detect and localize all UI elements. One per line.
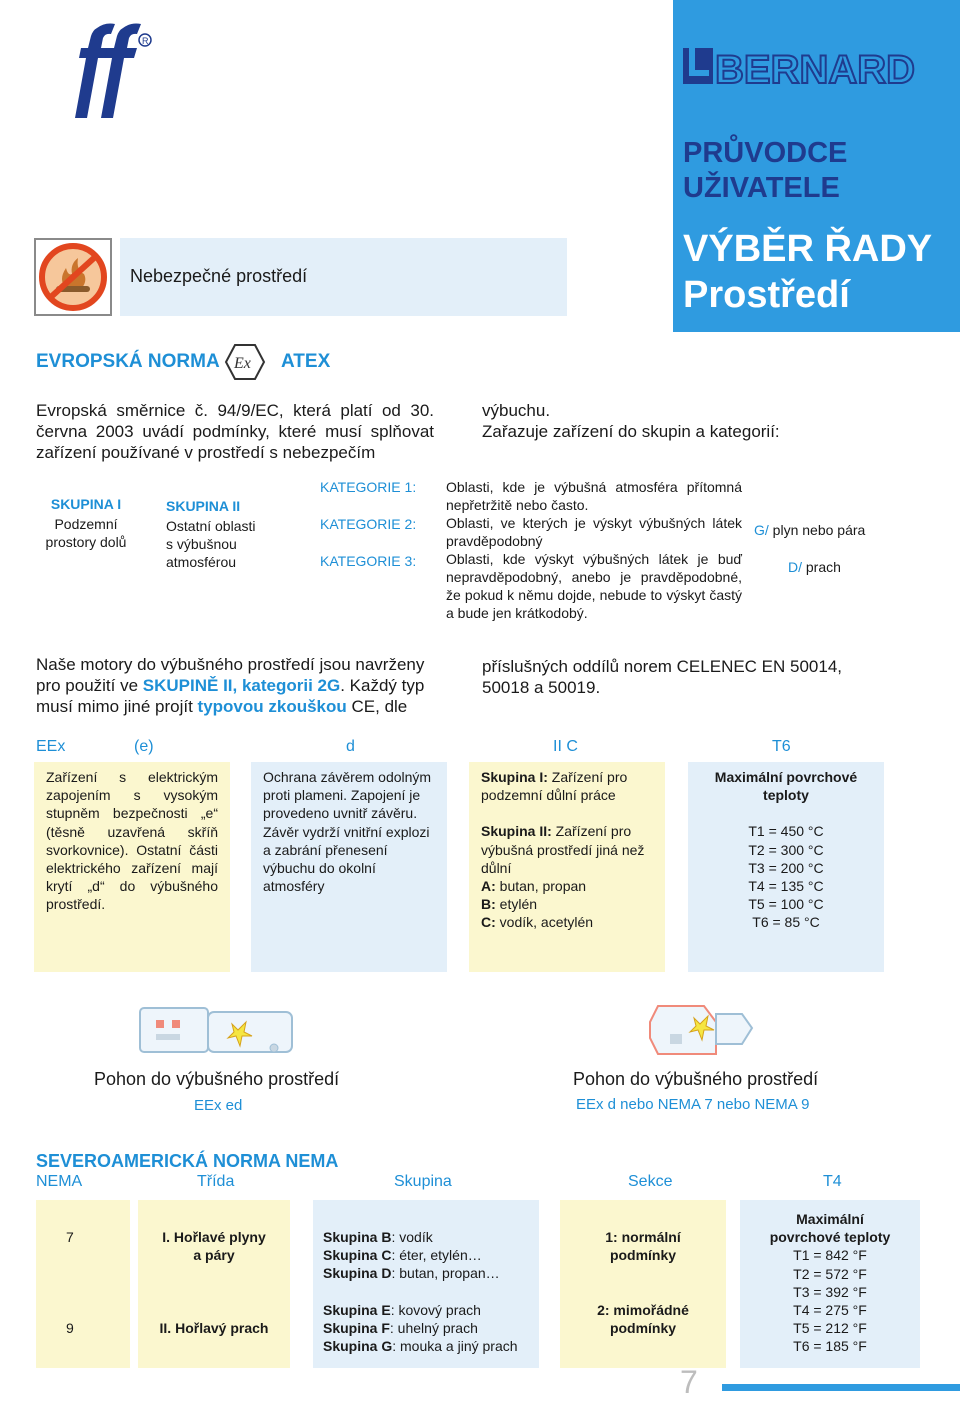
group-2-text: Ostatní oblasti (166, 518, 256, 534)
group-2-text: atmosférou (166, 554, 237, 570)
nema-header-class: Třída (197, 1173, 235, 1190)
nema-section-line: podmínky (609, 1247, 677, 1264)
section-title (683, 226, 953, 318)
nema-class-1 (138, 1228, 290, 1264)
nema-group-text: : éter, etylén… (391, 1247, 482, 1264)
nema-group-text: : vodík (391, 1229, 433, 1245)
nema-column-classes (138, 1200, 290, 1368)
figure-left-subcaption: EEx ed (194, 1097, 243, 1114)
nema-section-2 (560, 1301, 726, 1337)
guide-title-line-2: UŽIVATELE (683, 172, 840, 204)
gas-class-label: C: (481, 914, 496, 931)
enclosure-nema-illustration (646, 998, 756, 1073)
no-fire-icon (34, 238, 112, 316)
atex-label: ATEX (281, 351, 331, 372)
code-d: d (346, 738, 355, 755)
group-2 (166, 497, 276, 571)
category-1-desc: Oblasti, kde je výbušná atmosféra přítomná nepřetržitě nebo často. (446, 479, 742, 513)
group-label: Skupina II: (481, 823, 552, 840)
temp-value: T6 = 85 °C (752, 914, 820, 931)
page-number: 7 (680, 1364, 698, 1400)
info-box-temps (688, 762, 884, 972)
temps-title: teploty (763, 787, 809, 804)
nema-group-label: Skupina B (323, 1229, 392, 1245)
temps-title: Maximální povrchové (714, 769, 858, 785)
category-list (320, 478, 432, 589)
temp-value: T5 = 100 °C (748, 896, 824, 913)
nema-class-line: a páry (193, 1247, 235, 1264)
svg-text:Ex: Ex (234, 355, 251, 372)
intro-text-left: Evropská směrnice č. 94/9/EC, která platí od 30. června 2003 uvádí podmínky, které musí splňovat zařízení používané v prostředí s nebezpečím (36, 401, 434, 462)
intro-text-right (482, 400, 922, 442)
guide-title (683, 136, 943, 206)
nema-header-group: Skupina (394, 1173, 452, 1190)
temp-value: T3 = 200 °C (748, 859, 824, 876)
info-box-groups (469, 762, 665, 972)
nema-column-temps (740, 1200, 920, 1368)
code-iic: II C (553, 738, 578, 755)
group-1-title: SKUPINA I (50, 496, 122, 512)
figure-left-caption: Pohon do výbušného prostředí (94, 1069, 340, 1089)
nema-value: 7 (66, 1229, 74, 1245)
nema-group-text: : uhelný prach (389, 1319, 478, 1336)
euro-norm-title: EVROPSKÁ NORMA (36, 351, 220, 372)
nema-group-label: Skupina D (323, 1265, 392, 1282)
nema-temp-value: T1 = 842 °F (793, 1247, 867, 1264)
temp-value: T1 = 450 °C (748, 823, 824, 840)
section-title-line-1: VÝBĚR ŘADY (683, 228, 933, 270)
nema-column-values (36, 1200, 130, 1368)
motors-highlight: SKUPINĚ II, kategorii 2G (142, 676, 341, 695)
group-text: Zařízení pro výbušná prostředí jiná než důlní (481, 823, 645, 876)
nema-temp-value: T3 = 392 °F (793, 1283, 867, 1300)
group-text: Zařízení pro podzemní důlní práce (481, 769, 628, 804)
temp-value: T2 = 300 °C (748, 841, 824, 858)
nema-group-label: Skupina C (323, 1247, 392, 1264)
dust-label (788, 559, 841, 575)
group-2-title: SKUPINA II (166, 498, 241, 514)
nema-temps-title: povrchové teploty (769, 1229, 891, 1246)
category-3-desc: Oblasti, kde výskyt výbušných látek je buď nepravděpodobný, anebo je pravděpodobné, že pokud k němu dojde, nebude to výskyt častý a bude jen krátkodobý. (446, 551, 742, 621)
nema-class-2: II. Hořlavý prach (159, 1320, 269, 1336)
nema-group-label: Skupina E (323, 1301, 391, 1318)
category-2: KATEGORIE 2: (320, 516, 417, 532)
nema-header-nema: NEMA (36, 1173, 83, 1190)
nema-class-line: I. Hořlavé plyny (162, 1229, 266, 1245)
ex-hexagon-icon (224, 343, 266, 381)
nema-temps-title: Maximální (796, 1211, 864, 1227)
svg-text:BERNARD: BERNARD (715, 48, 915, 88)
info-box-e: Zařízení s elektrickým zapojením s vysokým stupněm bezpečnosti „e“ (těsně uzavřená skříň svorkovnice). Ostatní části elektrického zařízení mají krytí „d“ do výbušného prostředí. (34, 762, 230, 972)
motors-text: CE, dle (346, 697, 408, 716)
nema-value: 9 (66, 1320, 74, 1336)
nema-group-label: Skupina F (323, 1319, 390, 1336)
nema-column-groups (313, 1200, 539, 1368)
code-e: (e) (134, 738, 154, 755)
nema-section-line: 1: normální (605, 1229, 681, 1245)
motors-highlight: typovou zkouškou (197, 697, 347, 716)
nema-temp-value: T6 = 185 °F (793, 1338, 867, 1355)
nema-temp-value: T2 = 572 °F (793, 1265, 867, 1282)
nema-header-t4: T4 (823, 1173, 842, 1190)
section-title-line-2: Prostředí (683, 274, 850, 316)
group-1 (36, 495, 136, 551)
motors-text-left (36, 654, 446, 717)
nema-header-section: Sekce (628, 1173, 673, 1190)
motors-text-right: příslušných oddílů norem CELENEC EN 50014, 50018 a 50019. (482, 657, 843, 697)
code-t6: T6 (772, 738, 791, 755)
intro-right-line: výbuchu. (482, 401, 551, 420)
dust-code: D/ (788, 559, 802, 575)
temp-value: T4 = 135 °C (748, 878, 824, 895)
group-2-text: s výbušnou (166, 536, 237, 552)
page-rule (722, 1384, 960, 1391)
nema-group-text: : mouka a jiný prach (392, 1338, 518, 1355)
gas-label (754, 522, 865, 538)
bernard-logo (683, 46, 948, 88)
nema-section-line: 2: mimořádné (597, 1302, 689, 1318)
category-descriptions (446, 478, 742, 622)
gas-class-text: vodík, acetylén (495, 914, 594, 931)
category-1: KATEGORIE 1: (320, 479, 417, 495)
nema-title: SEVEROAMERICKÁ NORMA NEMA (36, 1151, 339, 1171)
info-box-d: Ochrana závěrem odolným proti plameni. Zapojení je provedeno uvnitř závěru. Závěr vydrží vnitřní explozi a zabrání přenesení výbuchu do okolní atmosféry (251, 762, 447, 972)
code-eex: EEx (36, 738, 66, 755)
category-2-desc: Oblasti, ve kterých je výskyt výbušných látek pravděpodobný (446, 515, 742, 549)
hazard-label: Nebezpečné prostředí (130, 266, 308, 286)
ff-logo (75, 18, 155, 124)
gas-text: plyn nebo pára (772, 522, 866, 538)
gas-class-label: A: (481, 878, 496, 895)
gas-class-text: etylén (495, 896, 538, 913)
nema-temp-value: T4 = 275 °F (793, 1302, 867, 1319)
figure-right-caption: Pohon do výbušného prostředí (573, 1069, 819, 1089)
nema-column-sections (560, 1200, 726, 1368)
svg-text:R: R (142, 36, 149, 46)
nema-section-line: podmínky (609, 1320, 677, 1337)
nema-section-1 (560, 1228, 726, 1264)
enclosure-eex-ed-illustration (138, 1002, 298, 1067)
motors-text: Naše motory do výbušného prostředí jsou navrženy pro použití ve (36, 655, 425, 695)
dust-text: prach (805, 559, 841, 575)
motors-text: . Každý typ musí mimo jiné projít (36, 676, 425, 716)
nema-group-text: : butan, propan… (391, 1265, 500, 1282)
group-1-text: prostory dolů (45, 534, 127, 550)
intro-right-line: Zařazuje zařízení do skupin a kategorií: (482, 422, 780, 441)
category-3: KATEGORIE 3: (320, 553, 417, 569)
figure-right-subcaption: EEx d nebo NEMA 7 nebo NEMA 9 (576, 1096, 810, 1113)
nema-group-text: : kovový prach (390, 1301, 481, 1318)
nema-group-label: Skupina G (323, 1338, 393, 1355)
guide-title-line-1: PRŮVODCE (683, 137, 848, 169)
gas-class-label: B: (481, 896, 496, 913)
group-label: Skupina I: (481, 769, 548, 785)
gas-class-text: butan, propan (495, 878, 587, 895)
gas-code: G/ (754, 522, 769, 538)
nema-temp-value: T5 = 212 °F (793, 1320, 867, 1337)
group-1-text: Podzemní (54, 516, 118, 532)
